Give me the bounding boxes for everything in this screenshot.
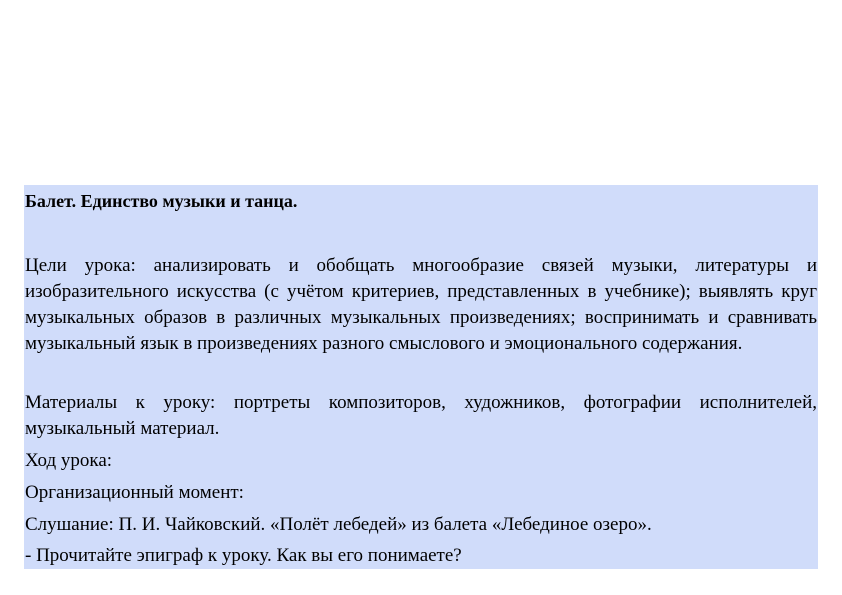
organizational-moment-line: Организационный момент:	[25, 482, 244, 503]
lesson-goals-paragraph: Цели урока: анализировать и обобщать многообразие связей музыки, литературы и изобразительного искусства (с учётом критериев, представленных в учебнике); выявлять круг музыкальных образов в различных музыкальных произведениях; воспринимать и сравнивать музыкальный язык в произведениях разного смыслового и эмоционального содержания.	[25, 255, 817, 354]
listening-line: Слушание: П. И. Чайковский. «Полёт лебедей» из балета «Лебединое озеро».	[25, 514, 652, 535]
lesson-title: Балет. Единство музыки и танца.	[25, 191, 298, 211]
lesson-content-block	[24, 185, 818, 569]
lesson-course-heading: Ход урока:	[25, 450, 113, 471]
epigraph-question-line: - Прочитайте эпиграф к уроку. Как вы его понимаете?	[25, 545, 462, 566]
lesson-materials-paragraph: Материалы к уроку: портреты композиторов, художников, фотографии исполнителей, музыкальный материал.	[25, 392, 817, 439]
